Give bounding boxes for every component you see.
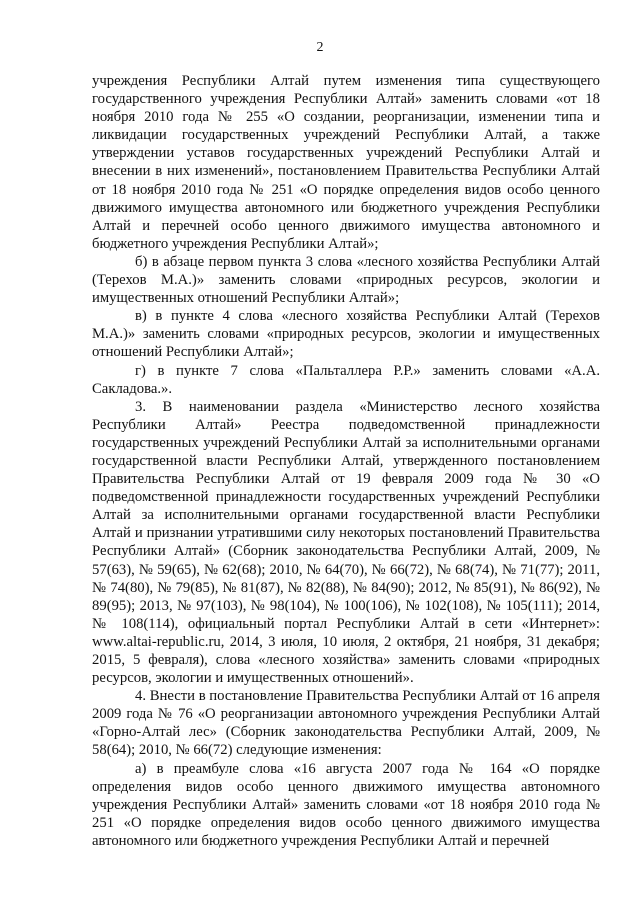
paragraph-subitem-g: г) в пункте 7 слова «Пальталлера Р.Р.» заменить словами «А.А. Сакладова.». <box>92 362 600 397</box>
paragraph-continuation: учреждения Республики Алтай путем изменения типа существующего государственного учреждения Республики Алтай» заменить словами «от 18 ноября 2010 года № 255 «О создании, реорганизации, изменении типа и ликвидации государственных учреждений Республики Алтай, а также утверждении уставов государственных учреждений Республики Алтай и внесении в них изменений», постановлением Правительства Республики Алтай от 18 ноября 2010 года № 251 «О порядке определения видов особо ценного движимого имущества автономного или бюджетного учреждения Республики Алтай и перечней особо ценного движимого имущества автономного и бюджетного учреждения Республики Алтай»; <box>92 73 600 252</box>
paragraph-item-3: 3. В наименовании раздела «Министерство лесного хозяйства Республики Алтай» Реестра подведомственной принадлежности государственных учреждений Республики Алтай за исполнительными органами государственной власти Республики Алтай, утвержденного постановлением Правительства Республики Алтай от 19 февраля 2009 года № 30 «О подведомственной принадлежности государственных учреждений Республики Алтай за исполнительными органами государственной власти Республики Алтай и признании утратившими силу некоторых постановлений Правительства Республики Алтай» (Сборник законодательства Республики Алтай, 2009, № 57(63), № 59(65), № 62(68); 2010, № 64(70), № 66(72), № 68(74), № 71(77); 2011, № 74(80), № 79(85), № 81(87), № 82(88), № 84(90); 2012, № 85(91), № 86(92), № 89(95); 2013, № 97(103), № 98(104), № 100(106), № 102(108), № 105(111); 2014, № 108(114), официальный портал Республики Алтай в сети «Интернет»: www.altai-republic.ru, 2014, 3 июля, 10 июля, 2 октября, 21 ноября, 31 декабря; 2015, 5 февраля), слова «лесного хозяйства» заменить словами «природных ресурсов, экологии и имущественных отношений». <box>92 398 600 687</box>
page-number: 2 <box>316 40 324 55</box>
paragraph-subitem-v: в) в пункте 4 слова «лесного хозяйства Республики Алтай (Терехов М.А.)» заменить словами «природных ресурсов, экологии и имущественных отношений Республики Алтай»; <box>92 308 600 361</box>
paragraph-subitem-a: а) в преамбуле слова «16 августа 2007 года № 164 «О порядке определения видов особо ценного движимого имущества автономного учреждения Республики Алтай» заменить словами «от 18 ноября 2010 года № 251 «О порядке определения видов особо ценного движимого имущества автономного или бюджетного учреждения Республики Алтай и перечней <box>92 760 600 849</box>
paragraph-item-4: 4. Внести в постановление Правительства Республики Алтай от 16 апреля 2009 года № 76 «О реорганизации автономного учреждения Республики Алтай «Горно-Алтай лес» (Сборник законодательства Республики Алтай, 2009, № 58(64); 2010, № 66(72) следующие изменения: <box>92 688 600 759</box>
document-body <box>92 72 600 850</box>
paragraph-subitem-b: б) в абзаце первом пункта 3 слова «лесного хозяйства Республики Алтай (Терехов М.А.)» заменить словами «природных ресурсов, экологии и имущественных отношений Республики Алтай»; <box>92 253 600 307</box>
